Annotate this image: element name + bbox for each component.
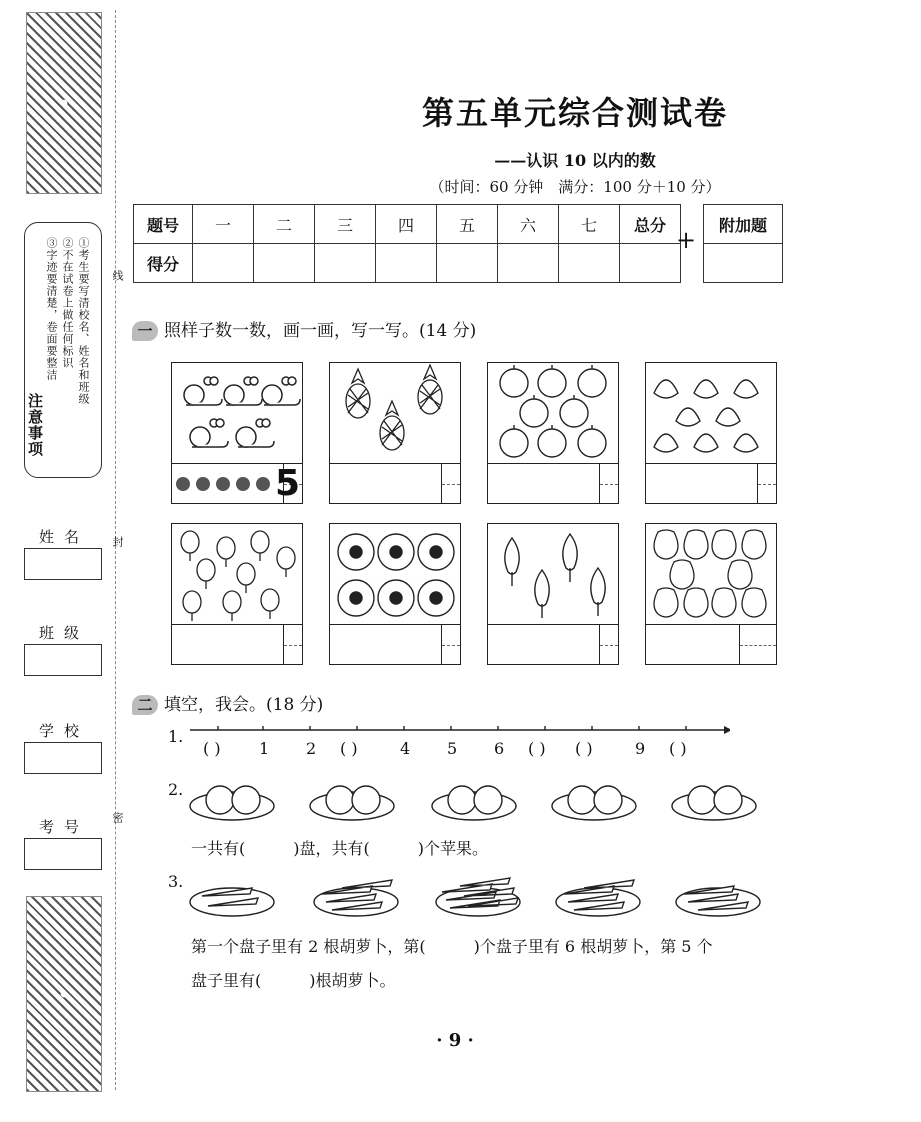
count-card-peaches	[645, 362, 777, 504]
extra-score-table	[703, 204, 783, 283]
score-cell[interactable]	[254, 244, 315, 283]
cut-line	[115, 10, 116, 1090]
answer-area[interactable]	[172, 624, 302, 665]
class-field[interactable]	[24, 644, 102, 676]
number-line-label: 6	[494, 739, 505, 758]
q1-number: 1.	[168, 727, 184, 746]
decorative-pattern-bottom	[26, 896, 102, 1092]
plus-sign: +	[676, 226, 697, 254]
pear-icon	[646, 524, 776, 624]
peach-icon	[646, 363, 776, 463]
score-header-cell: 六	[498, 205, 559, 244]
page-subtitle: ——认识 10 以内的数	[494, 151, 656, 170]
section-2-points: (18 分)	[266, 695, 324, 715]
number-box[interactable]	[739, 625, 776, 665]
tree-icon	[488, 524, 618, 624]
name-field[interactable]	[24, 548, 102, 580]
number-box[interactable]	[599, 464, 618, 504]
score-header-cell: 二	[254, 205, 315, 244]
count-card-trees	[487, 523, 619, 665]
answer-area[interactable]	[330, 463, 460, 504]
count-card-apples	[487, 362, 619, 504]
exam-number-field[interactable]	[24, 838, 102, 870]
pineapple-icon	[330, 363, 460, 463]
snail-icon	[172, 363, 302, 463]
score-header-cell: 三	[315, 205, 376, 244]
answer-area[interactable]	[488, 463, 618, 504]
number-line-label[interactable]: ( )	[203, 739, 221, 758]
score-header-cell: 七	[559, 205, 620, 244]
school-field[interactable]	[24, 742, 102, 774]
score-table	[133, 204, 681, 283]
score-header-cell: 总分	[620, 205, 681, 244]
class-label: 班级	[38, 624, 89, 642]
exam-info: （时间：60 分钟 满分：100 分＋10 分）	[429, 178, 721, 196]
page-number: · 9 ·	[436, 1030, 474, 1051]
number-line	[190, 726, 730, 756]
score-row-label: 得分	[134, 244, 193, 283]
notice-item-1: ①考生要写清校名、姓名和班级	[77, 237, 90, 405]
extra-score-cell[interactable]	[704, 244, 783, 283]
q2-number: 2.	[168, 780, 184, 799]
notice-item-2: ②不在试卷上做任何标识	[61, 237, 74, 369]
cut-word-mi: 密	[111, 812, 124, 823]
notice-box	[24, 222, 102, 478]
score-cell[interactable]	[559, 244, 620, 283]
cut-word-xian: 线	[111, 270, 124, 281]
q2-text: 一共有( )盘，共有( )个苹果。	[191, 839, 488, 858]
notice-item-3: ③字迹要清楚，卷面要整洁	[45, 237, 58, 381]
number-box[interactable]	[757, 464, 776, 504]
number-line-label: 1	[259, 739, 270, 758]
section-2-badge: 二	[132, 695, 158, 715]
number-box[interactable]	[283, 625, 302, 665]
section-1-heading	[132, 316, 476, 341]
number-line-label[interactable]: ( )	[575, 739, 593, 758]
answer-area[interactable]	[330, 624, 460, 665]
balloon-icon	[172, 524, 302, 624]
example-answer	[172, 463, 302, 504]
number-box[interactable]	[441, 464, 460, 504]
extra-header: 附加题	[704, 205, 783, 244]
apple-plates-icon	[188, 776, 768, 826]
score-cell[interactable]	[315, 244, 376, 283]
section-2-heading	[132, 690, 323, 715]
count-card-snails	[171, 362, 303, 504]
cut-word-feng: 封	[111, 536, 124, 547]
answer-area[interactable]	[646, 463, 776, 504]
count-card-balloons	[171, 523, 303, 665]
score-header-cell: 题号	[134, 205, 193, 244]
score-cell[interactable]	[620, 244, 681, 283]
number-line-label: 2	[306, 739, 317, 758]
example-number: 5	[274, 463, 300, 504]
score-header-cell: 四	[376, 205, 437, 244]
number-line-label: 9	[635, 739, 646, 758]
score-cell[interactable]	[498, 244, 559, 283]
section-1-points: (14 分)	[419, 321, 477, 341]
number-line-label[interactable]: ( )	[340, 739, 358, 758]
count-card-soccer-balls	[329, 523, 461, 665]
number-line-label[interactable]: ( )	[528, 739, 546, 758]
name-label: 姓名	[38, 528, 89, 546]
notice-title: 注意事项	[26, 393, 44, 457]
number-box[interactable]	[441, 625, 460, 665]
carrot-plates-icon	[188, 872, 768, 922]
score-header-cell: 五	[437, 205, 498, 244]
score-cell[interactable]	[376, 244, 437, 283]
score-cell[interactable]	[437, 244, 498, 283]
count-card-pears	[645, 523, 777, 665]
section-2-text: 填空，我会。	[164, 695, 266, 715]
soccer-ball-icon	[330, 524, 460, 624]
number-line-label: 5	[447, 739, 458, 758]
number-line-label[interactable]: ( )	[669, 739, 687, 758]
number-box[interactable]	[599, 625, 618, 665]
q3-number: 3.	[168, 872, 184, 891]
exam-number-label: 考号	[38, 818, 89, 836]
page-title: 第五单元综合测试卷	[421, 94, 728, 132]
q3-text-line1: 第一个盘子里有 2 根胡萝卜，第( )个盘子里有 6 根胡萝卜，第 5 个	[191, 937, 713, 956]
score-header-cell: 一	[193, 205, 254, 244]
q3-text-line2: 盘子里有( )根胡萝卜。	[191, 971, 396, 990]
number-line-label: 4	[400, 739, 411, 758]
count-card-pineapples	[329, 362, 461, 504]
section-1-badge: 一	[132, 321, 158, 341]
school-label: 学校	[38, 722, 89, 740]
answer-area[interactable]	[488, 624, 618, 665]
decorative-pattern-top	[26, 12, 102, 194]
score-cell[interactable]	[193, 244, 254, 283]
answer-area[interactable]	[646, 624, 776, 665]
apple-icon	[488, 363, 618, 463]
section-1-text: 照样子数一数，画一画，写一写。	[164, 321, 419, 341]
